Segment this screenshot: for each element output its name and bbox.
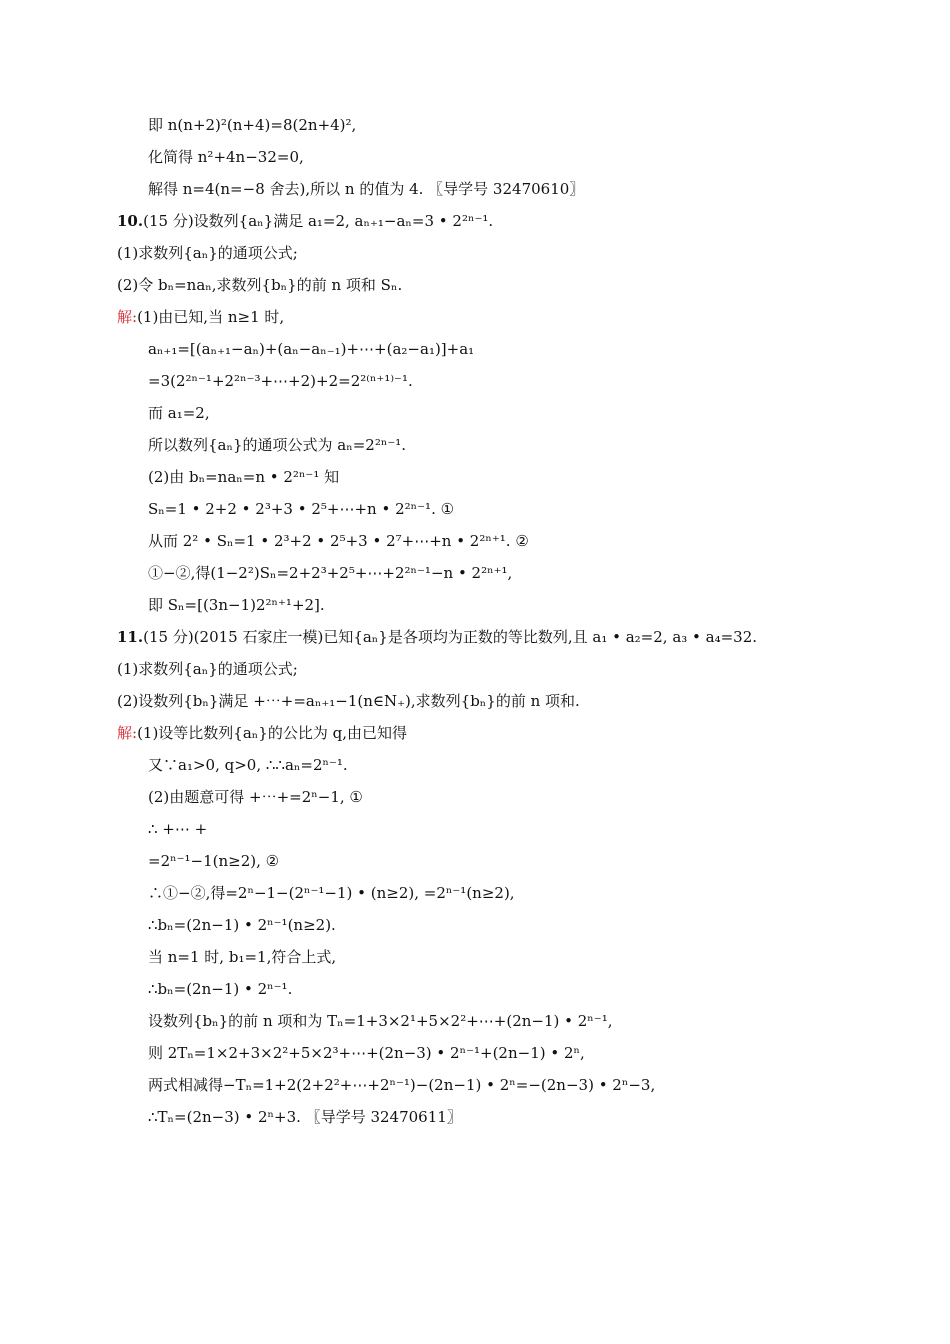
solution-line: (2)由 bₙ=naₙ=n • 2²ⁿ⁻¹ 知 [148, 468, 340, 486]
solution-line: 所以数列{aₙ}的通项公式为 aₙ=2²ⁿ⁻¹. [148, 436, 407, 454]
solution-line: 则 2Tₙ=1×2+3×2²+5×2³+⋯+(2n−3) • 2ⁿ⁻¹+(2n−1) • 2ⁿ, [148, 1044, 585, 1062]
solution-line: 化简得 n²+4n−32=0, [148, 148, 304, 166]
solution-line: (2)由题意可得 +⋯+=2ⁿ−1, ① [148, 788, 363, 806]
solution-label: 解: [117, 724, 138, 742]
solution-line: ∴bₙ=(2n−1) • 2ⁿ⁻¹(n≥2). [148, 916, 336, 934]
solution-line: 当 n=1 时, b₁=1,符合上式, [148, 948, 337, 966]
solution-line: ∴①−②,得=2ⁿ−1−(2ⁿ⁻¹−1) • (n≥2), =2ⁿ⁻¹(n≥2), [148, 884, 515, 902]
problem-10-heading: 10.(15 分)设数列{aₙ}满足 a₁=2, aₙ₊₁−aₙ=3 • 2²ⁿ⁻¹. [117, 212, 494, 230]
problem-number: 10. [117, 212, 144, 230]
solution-line: ∴bₙ=(2n−1) • 2ⁿ⁻¹. [148, 980, 293, 998]
solution-label: 解: [117, 308, 138, 326]
solution-line: 即 n(n+2)²(n+4)=8(2n+4)², [148, 116, 357, 134]
problem-part: (2)设数列{bₙ}满足 +⋯+=aₙ₊₁−1(n∈N₊),求数列{bₙ}的前 n 项和. [117, 692, 580, 710]
problem-part: (1)求数列{aₙ}的通项公式; [117, 244, 298, 262]
solution-label-line: 解:(1)由已知,当 n≥1 时, [117, 308, 285, 326]
solution-line: =2ⁿ⁻¹−1(n≥2), ② [148, 852, 280, 870]
problem-number: 11. [117, 628, 144, 646]
solution-line: 而 a₁=2, [148, 404, 210, 422]
solution-line: ①−②,得(1−2²)Sₙ=2+2³+2⁵+⋯+2²ⁿ⁻¹−n • 2²ⁿ⁺¹, [148, 564, 513, 582]
solution-line: 从而 2² • Sₙ=1 • 2³+2 • 2⁵+3 • 2⁷+⋯+n • 2²ⁿ⁺¹. ② [148, 532, 529, 550]
solution-line: ∴Tₙ=(2n−3) • 2ⁿ+3. 〖导学号 32470611〗 [148, 1108, 462, 1126]
problem-part: (1)求数列{aₙ}的通项公式; [117, 660, 298, 678]
solution-line: =3(2²ⁿ⁻¹+2²ⁿ⁻³+⋯+2)+2=2²⁽ⁿ⁺¹⁾⁻¹. [148, 372, 413, 390]
solution-line: 又∵a₁>0, q>0, ∴∴aₙ=2ⁿ⁻¹. [148, 756, 348, 774]
problem-11-heading: 11.(15 分)(2015 石家庄一模)已知{aₙ}是各项均为正数的等比数列,且 a₁ • a₂=2, a₃ • a₄=32. [117, 628, 758, 646]
solution-line: 即 Sₙ=[(3n−1)2²ⁿ⁺¹+2]. [148, 596, 325, 614]
solution-line: aₙ₊₁=[(aₙ₊₁−aₙ)+(aₙ−aₙ₋₁)+⋯+(a₂−a₁)]+a₁ [148, 340, 475, 358]
solution-label-line: 解:(1)设等比数列{aₙ}的公比为 q,由已知得 [117, 724, 407, 742]
solution-line: Sₙ=1 • 2+2 • 2³+3 • 2⁵+⋯+n • 2²ⁿ⁻¹. ① [148, 500, 455, 518]
solution-line: 设数列{bₙ}的前 n 项和为 Tₙ=1+3×2¹+5×2²+⋯+(2n−1) • 2ⁿ⁻¹, [148, 1012, 613, 1030]
solution-line: 两式相减得−Tₙ=1+2(2+2²+⋯+2ⁿ⁻¹)−(2n−1) • 2ⁿ=−(2n−3) • 2ⁿ−3, [148, 1076, 656, 1094]
solution-line: 解得 n=4(n=−8 舍去),所以 n 的值为 4. 〖导学号 32470610〗 [148, 180, 585, 198]
problem-part: (2)令 bₙ=naₙ,求数列{bₙ}的前 n 项和 Sₙ. [117, 276, 403, 294]
solution-line: ∴ +⋯ + [148, 820, 208, 838]
